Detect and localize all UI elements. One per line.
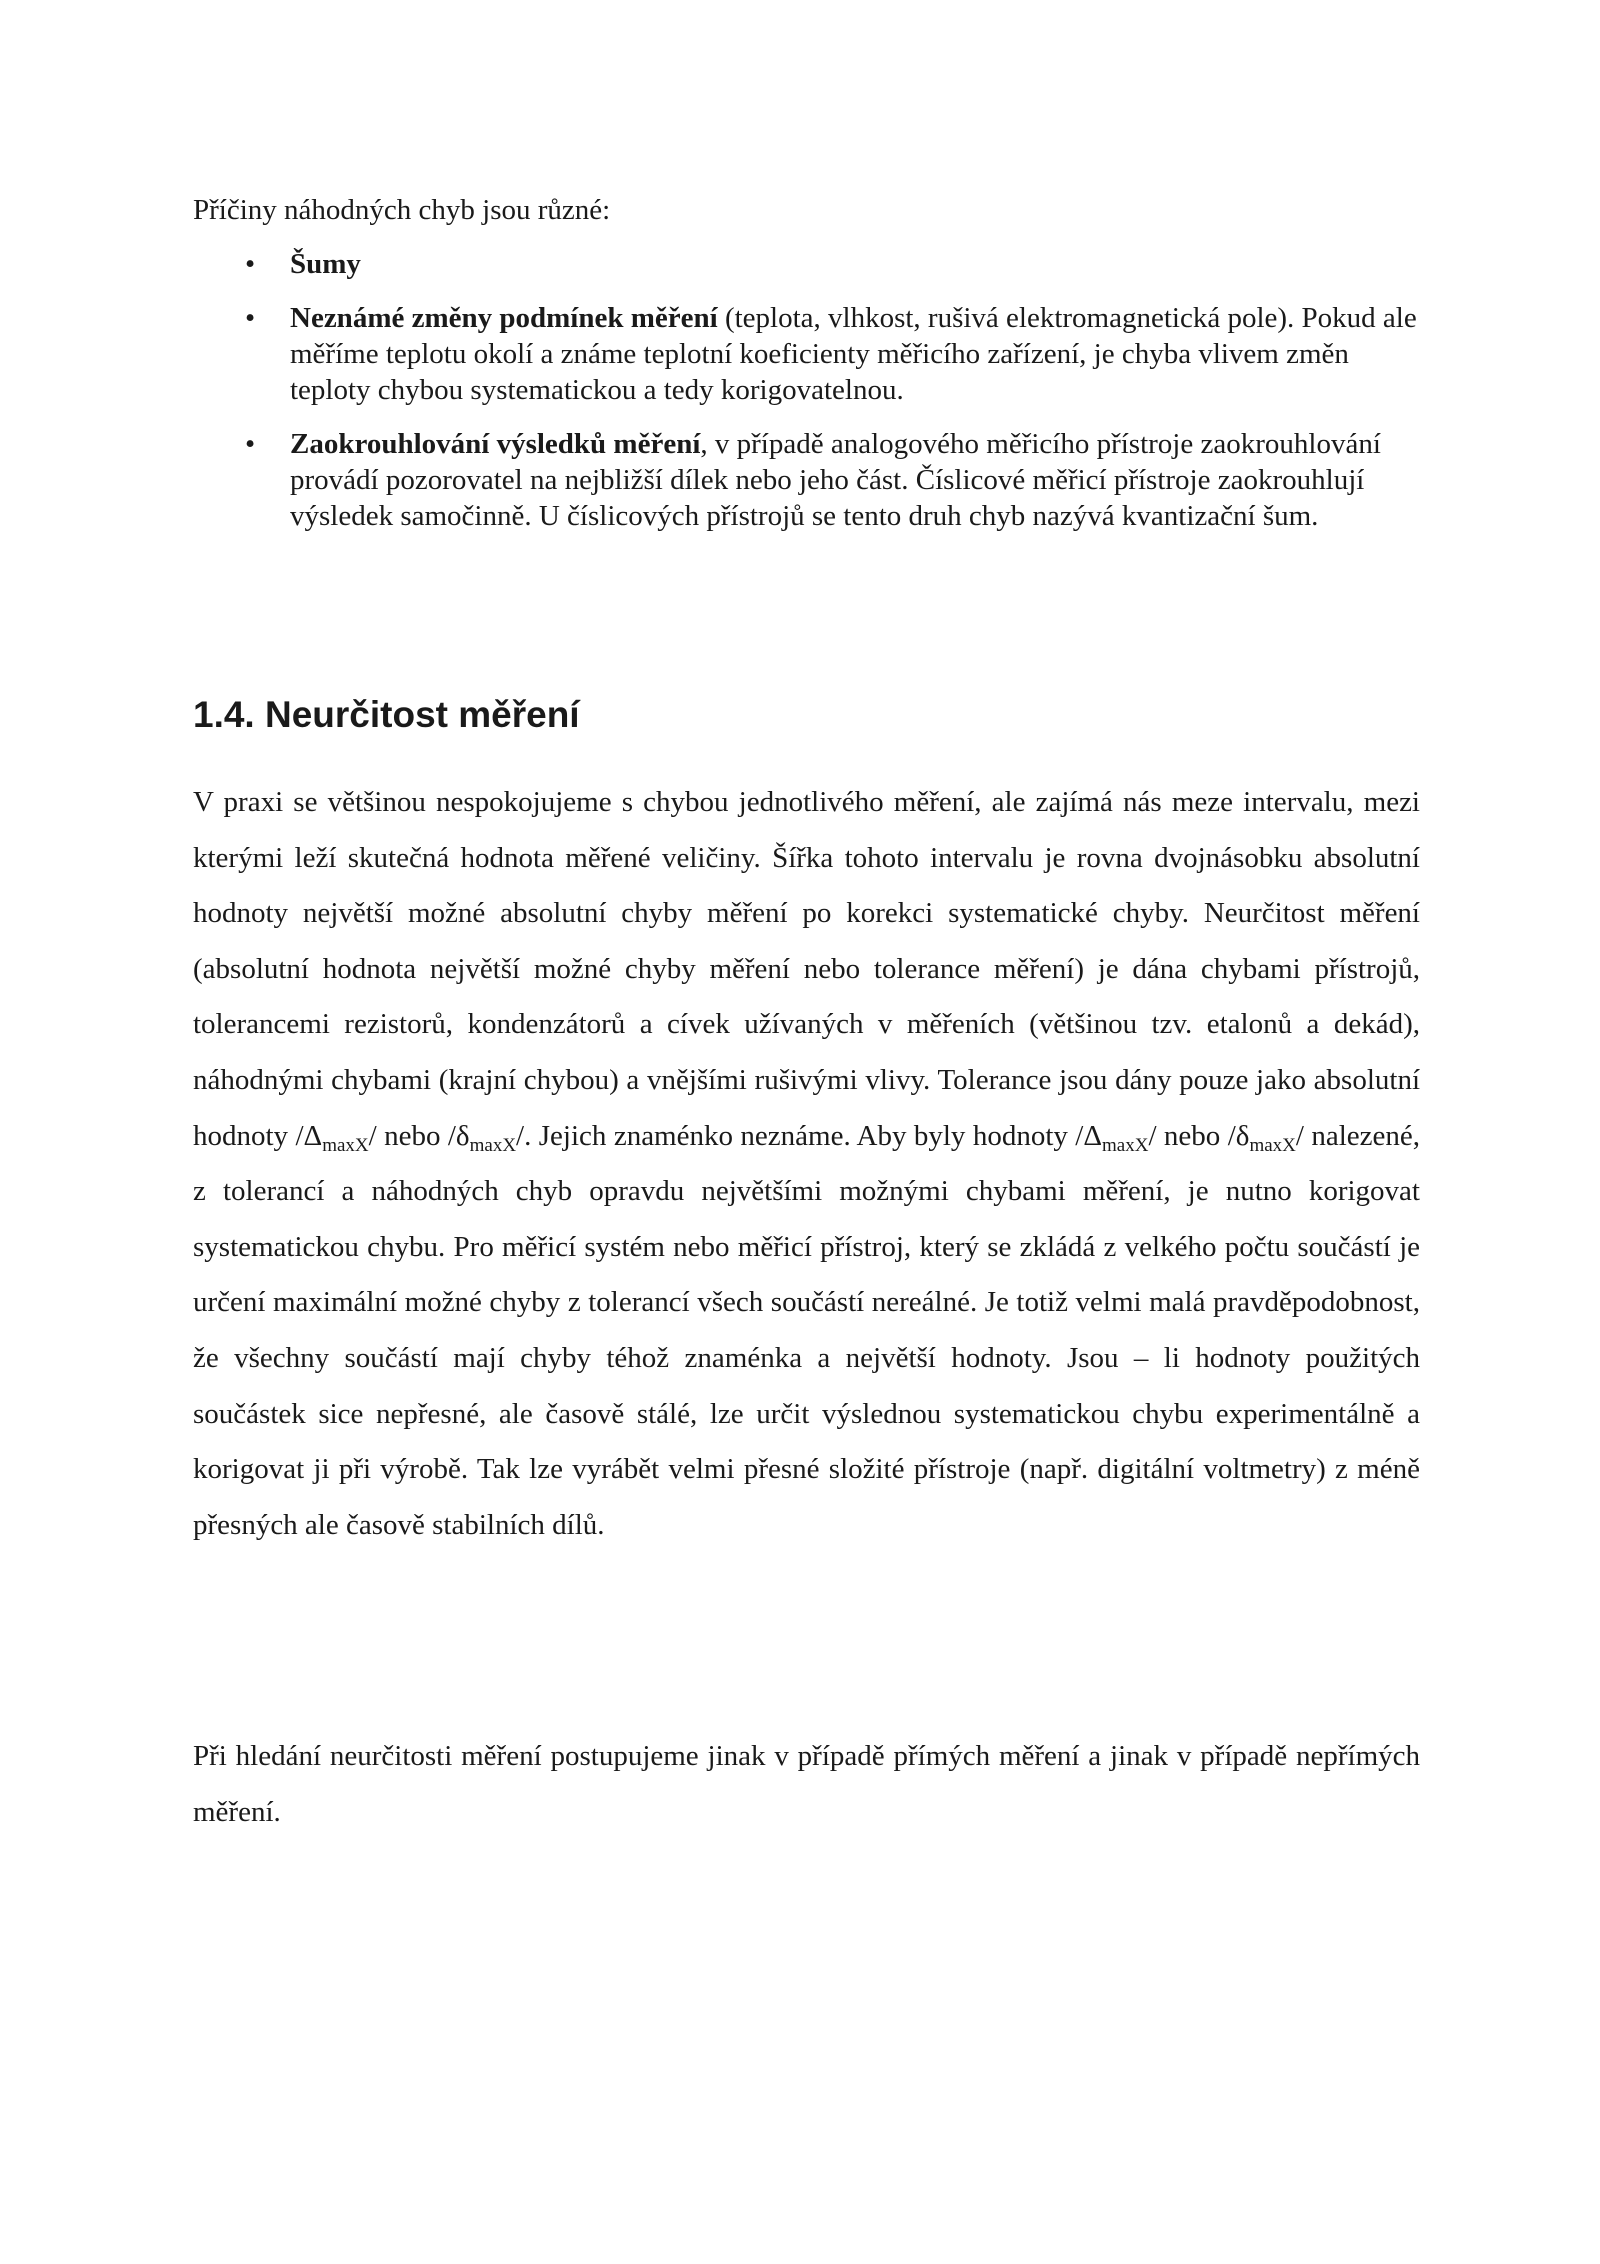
subscript: maxX	[1102, 1134, 1149, 1156]
body-paragraph-uncertainty	[193, 775, 1420, 1553]
list-item-text: , v případě analogového měřicího přístroje zaokrouhlování provádí pozorovatel na nejbližší dílek nebo jeho část. Číslicové měřicí přístroje zaokrouhlují výsledek samočinně. U číslicových přístrojů se tento druh chyb nazývá kvantizační šum.	[290, 428, 1381, 532]
bullet-icon: •	[245, 302, 256, 334]
paragraph-text: / nebo /δ	[1148, 1119, 1250, 1152]
paragraph-text: V praxi se většinou nespokojujeme s chybou jednotlivého měření, ale zajímá nás meze intervalu, mezi kterými leží skutečná hodnota měřené veličiny. Šířka tohoto intervalu je rovna dvojnásobku absolutní hodnoty největší možné absolutní chyby měření po korekci systematické chyby. Neurčitost měření (absolutní hodnota největší možné chyby měření nebo tolerance měření) je dána chybami přístrojů, tolerancemi rezistorů, kondenzátorů a cívek užívaných v měřeních (většinou tzv. etalonů a dekád), náhodnými chybami (krajní chybou) a vnějšími rušivými vlivy. Tolerance jsou dány pouze jako absolutní hodnoty /Δ	[193, 786, 1420, 1152]
list-item-term: Neznámé změny podmínek měření	[290, 302, 718, 334]
subscript: maxX	[1249, 1134, 1296, 1156]
list-item-text: (teplota, vlhkost, rušivá elektromagnetická pole). Pokud ale měříme teplotu okolí a známe teplotní koeficienty měřicího zařízení, je chyba vlivem změn teploty chybou systematickou a tedy korigovatelnou.	[290, 302, 1417, 406]
paragraph-text: / nalezené, z tolerancí a náhodných chyb opravdu největšími možnými chybami měření, je nutno korigovat systematickou chybu. Pro měřicí systém nebo měřicí přístroj, který se zkládá z velkého počtu součástí je určení maximální možné chyby z tolerancí všech součástí nereálné. Je totiž velmi malá pravděpodobnost, že všechny součástí mají chyby téhož znaménka a největší hodnoty. Jsou – li hodnoty použitých součástek sice nepřesné, ale časově stálé, lze určit výslednou systematickou chybu experimentálně a korigovat ji při výrobě. Tak lze vyrábět velmi přesné složité přístroje (např. digitální voltmetry) z méně přesných ale časově stabilních dílů.	[193, 1119, 1421, 1541]
bullet-icon: •	[245, 428, 256, 460]
paragraph-text: /. Jejich znaménko neznáme. Aby byly hodnoty /Δ	[516, 1119, 1103, 1152]
section-heading: 1.4. Neurčitost měření	[193, 694, 580, 735]
paragraph-text: / nebo /δ	[368, 1119, 470, 1152]
list-item-term: Šumy	[290, 248, 361, 280]
list-item-term: Zaokrouhlování výsledků měření	[290, 428, 701, 460]
list-item	[193, 246, 1423, 282]
subscript: maxX	[322, 1134, 369, 1156]
subscript: maxX	[469, 1134, 517, 1156]
bullet-icon: •	[245, 248, 256, 280]
body-paragraph-methods: Při hledání neurčitosti měření postupujeme jinak v případě přímých měření a jinak v případě nepřímých měření.	[193, 1740, 1420, 1828]
intro-line: Příčiny náhodných chyb jsou různé:	[193, 194, 611, 226]
list-item	[193, 426, 1423, 534]
causes-list	[193, 246, 1423, 552]
list-item	[193, 300, 1423, 408]
